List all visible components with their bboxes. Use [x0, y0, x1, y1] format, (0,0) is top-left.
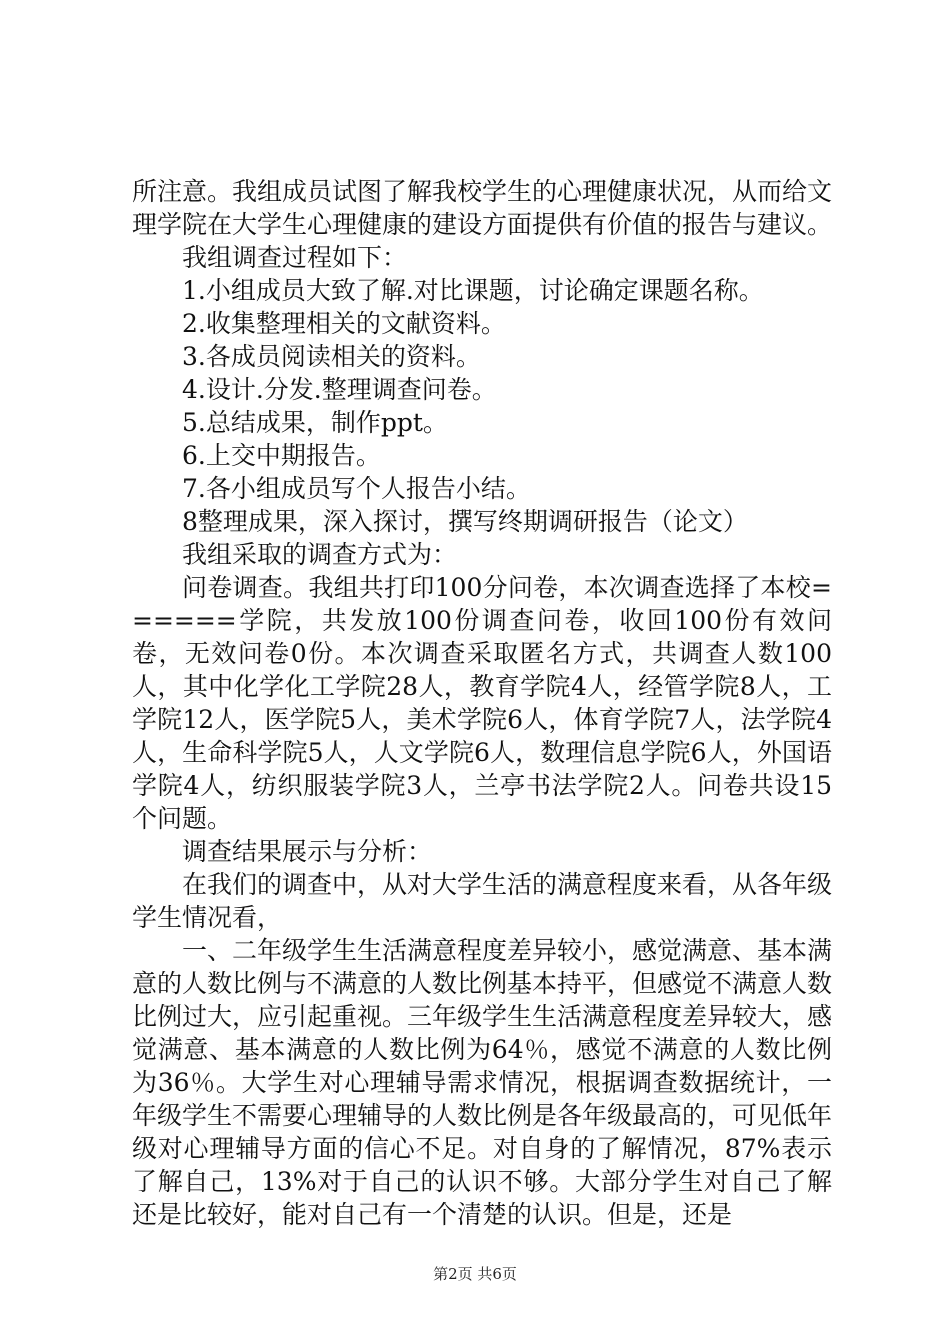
page-number-footer: 第2页 共6页 [433, 1265, 517, 1283]
paragraph-method-heading: 我组采取的调查方式为： [182, 540, 458, 569]
process-step-6: 6.上交中期报告。 [182, 441, 381, 470]
process-step-1: 1.小组成员大致了解.对比课题，讨论确定课题名称。 [182, 276, 764, 305]
process-step-7: 7.各小组成员写个人报告小结。 [182, 474, 531, 503]
paragraph-results-heading: 调查结果展示与分析： [182, 837, 433, 866]
process-step-5: 5.总结成果，制作ppt。 [182, 408, 448, 437]
paragraph-survey-description: 问卷调查。我组共打印100分问卷，本次调查选择了本校======学院，共发放100份调查问卷，收回100份有效问卷，无效问卷0份。本次调查采取匿名方式，共调查人数100人，其中化学化工学院28人，教育学院4人，经管学院8人，工学院12人，医学院5人，美术学院6人，体育学院7人，法学院4人，生命科学院5人，人文学院6人，数理信息学院6人，外国语学院4人，纺织服装学院3人，兰亭书法学院2人。问卷共设15个问题。 [132, 573, 832, 833]
process-step-3: 3.各成员阅读相关的资料。 [182, 342, 481, 371]
paragraph-process-heading: 我组调查过程如下： [182, 243, 408, 272]
paragraph-results-intro: 在我们的调查中，从对大学生活的满意程度来看，从各年级学生情况看， [132, 870, 833, 932]
process-step-2: 2.收集整理相关的文献资料。 [182, 309, 506, 338]
document-body [132, 175, 832, 1231]
process-step-8: 8整理成果，深入探讨，撰写终期调研报告（论文） [182, 507, 748, 536]
paragraph-intro-continued: 所注意。我组成员试图了解我校学生的心理健康状况，从而给文理学院在大学生心理健康的建设方面提供有价值的报告与建议。 [132, 177, 833, 239]
paragraph-results-analysis: 一、二年级学生生活满意程度差异较小，感觉满意、基本满意的人数比例与不满意的人数比例基本持平，但感觉不满意人数比例过大，应引起重视。三年级学生生活满意程度差异较大，感觉满意、基本满意的人数比例为64％，感觉不满意的人数比例为36％。大学生对心理辅导需求情况，根据调查数据统计，一年级学生不需要心理辅导的人数比例是各年级最高的，可见低年级对心理辅导方面的信心不足。对自身的了解情况，87%表示了解自己，13%对于自己的认识不够。大部分学生对自己了解还是比较好，能对自己有一个清楚的认识。但是，还是 [132, 936, 833, 1229]
process-step-4: 4.设计.分发.整理调查问卷。 [182, 375, 497, 404]
